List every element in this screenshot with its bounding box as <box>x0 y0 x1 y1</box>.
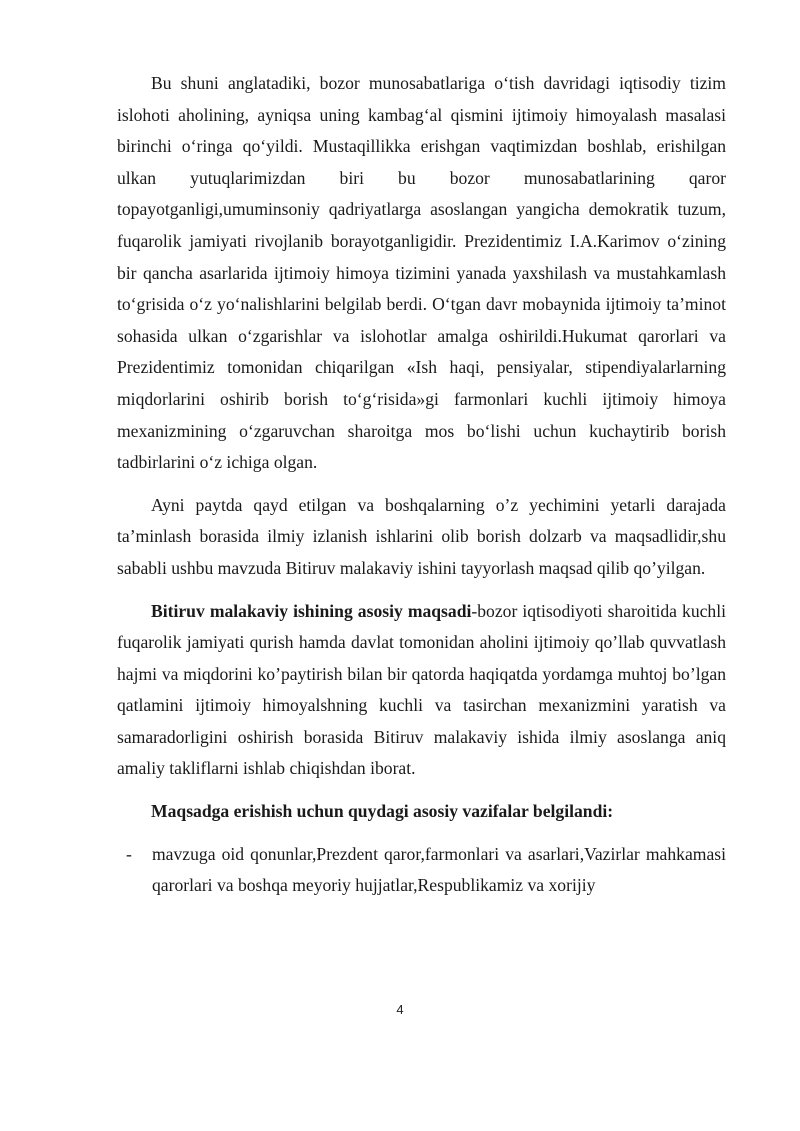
list-dash: - <box>126 843 132 864</box>
page-body <box>117 68 726 902</box>
tasks-heading <box>117 796 726 828</box>
paragraph-relevance: Ayni paytda qayd etilgan va boshqalarning o’z yechimini yetarli darajada ta’minlash borasida ilmiy izlanish ishlarini olib borish dolzarb va maqsadlidir,shu sababli ushbu mavzuda Bitiruv malakaviy ishini tayyorlash maqsad qilib qo’yilgan. <box>117 494 726 578</box>
goal-text: -bozor iqtisodiyoti sharoitida kuchli fuqarolik jamiyati qurish hamda davlat tomonidan aholini ijtimoiy qo’llab quvvatlash hajmi va miqdorini ko’paytirish bilan bir qatorda haqiqatda yordamga muhtoj bo’lgan qatlamini ijtimoiy himoyalshning kuchli va tasirchan mexanizmini yaratish va samaradorligini oshirish borasida Bitiruv malakaviy ishida ilmiy asoslanga aniq amaliy takliflarni ishlab chiqishdan iborat. <box>117 600 726 779</box>
page-number: 4 <box>396 1002 404 1017</box>
list-item <box>117 839 726 902</box>
list-item-text: mavzuga oid qonunlar,Prezdent qaror,farmonlari va asarlari,Vazirlar mahkamasi qarorlari va boshqa meyoriy hujjatlar,Respublikamiz va xorijiy <box>152 843 726 896</box>
paragraph-goal <box>117 596 726 786</box>
paragraph-intro: Bu shuni anglatadiki, bozor munosabatlariga o‘tish davridagi iqtisodiy tizim islohoti aholining, ayniqsa uning kambag‘al qismini ijtimoiy himoyalash masalasi birinchi o‘ringa qo‘yildi. Mustaqillikka erishgan vaqtimizdan boshlab, erishilgan ulkan yutuqlarimizdan biri bu bozor munosabatlarining qaror topayotganligi,umuminsoniy qadriyatlarga asoslangan yangicha demokratik tuzum, fuqarolik jamiyati rivojlanib borayotganligidir. Prezidentimiz I.A.Karimov o‘zining bir qancha asarlarida ijtimoiy himoya tizimini yanada yaxshilash va mustahkamlash to‘grisida o‘z yo‘nalishlarini belgilab berdi. O‘tgan davr mobaynida ijtimoiy ta’minot sohasida ulkan o‘zgarishlar va islohotlar amalga oshirildi.Hukumat qarorlari va Prezidentimiz tomonidan chiqarilgan «Ish haqi, pensiyalar, stipendiyalarlarning miqdorlarini oshirib borish to‘g‘risida»gi farmonlari kuchli ijtimoiy himoya mexanizmining o‘zgaruvchan sharoitga mos bo‘lishi uchun kuchaytirib borish tadbirlarini o‘z ichiga olgan. <box>117 73 726 473</box>
tasks-heading-text: Maqsadga erishish uchun quydagi asosiy vazifalar belgilandi: <box>151 801 614 822</box>
goal-bold-lead: Bitiruv malakaviy ishining asosiy maqsadi <box>151 600 472 621</box>
